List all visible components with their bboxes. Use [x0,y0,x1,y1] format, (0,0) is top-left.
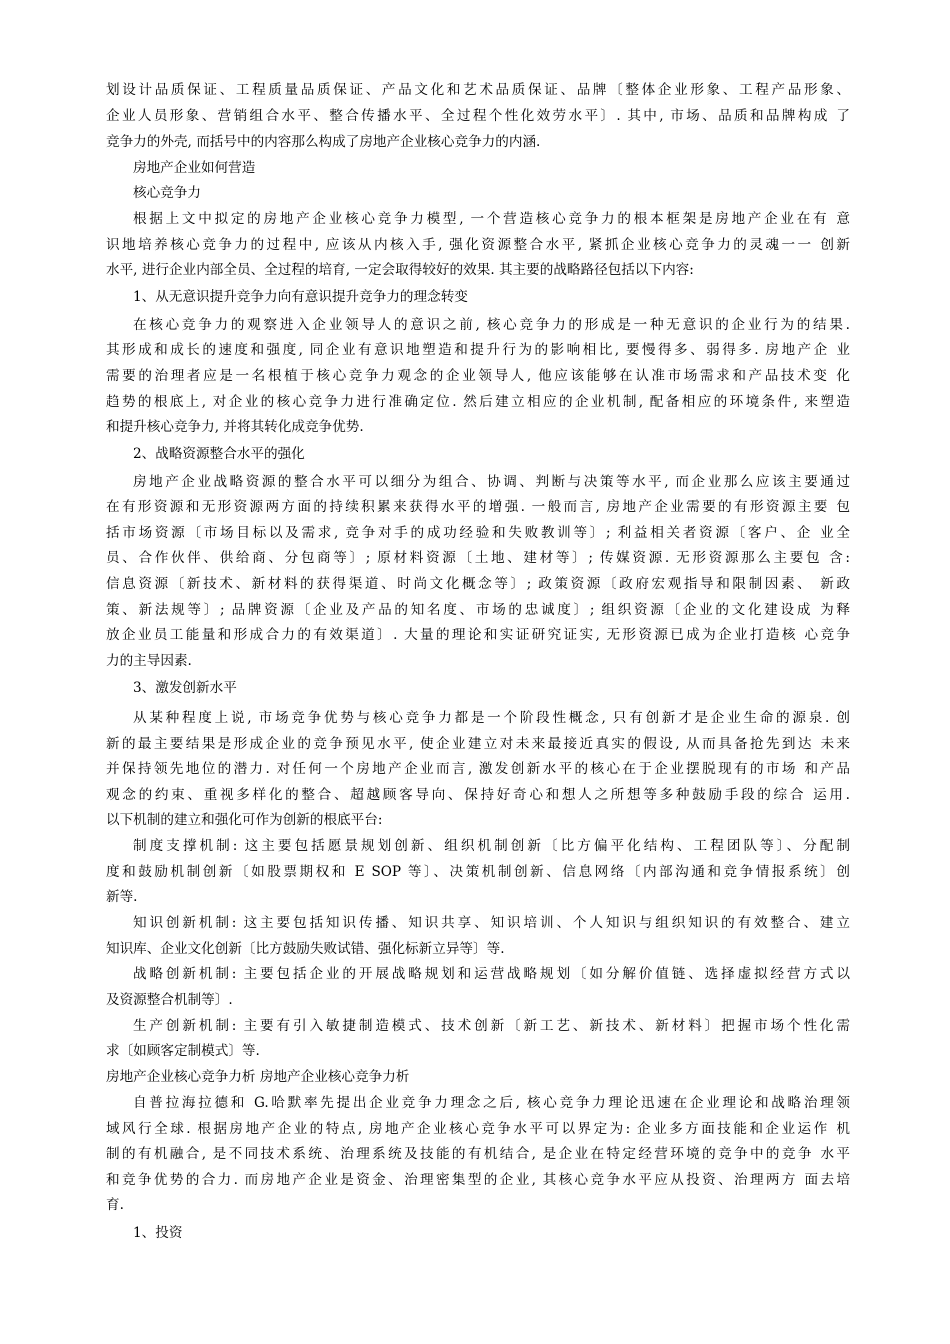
section-heading: 房地产企业如何营造 [133,160,256,176]
text-line: 制度支撑机制: 这主要包括愿景规划创新、组织机制创新〔比方偏平化结构、工程团队等〕、分配制 [133,838,850,854]
text-line: 识地培养核心竞争力的过程中, 应该从内核入手, 强化资源整合水平, 紧抓企业核心竞争力的灵魂一一 创新 [106,237,850,253]
text-line: 需要的治理者应是一名根植于核心竞争力观念的企业领导人, 他应该能够在认准市场需求和产品技术变 化 [106,368,850,384]
text-line: 企业人员形象、营销组合水平、整合传播水平、全过程个性化效劳水平〕. 其中, 市场、品质和品牌构成 了 [106,108,850,124]
text-line: 和提升核心竞争力, 并将其转化成竞争优势. [106,419,364,435]
text-line: 制的有机融合, 是不同技术系统、治理系统及技能的有机结合, 是企业在特定经营环境的竞争中的竞争 水平 [106,1146,850,1162]
text-line: 以下机制的建立和强化可作为创新的根底平台: [106,812,383,828]
text-line: 新的最主要结果是形成企业的竞争预见水平, 使企业建立对未来最接近真实的假设, 从而具备抢先到达 未来 [106,736,850,752]
text-line: 求〔如顾客定制模式〕等. [106,1043,260,1059]
text-line: 划设计品质保证、工程质量品质保证、产品文化和艺术品质保证、品牌〔整体企业形象、工程产品形象、 [106,82,850,98]
text-line: 策、新法规等〕; 品牌资源〔企业及产品的知名度、市场的忠诚度〕; 组织资源〔企业的文化建设成 为释 [106,602,850,618]
text-line: 域风行全球. 根据房地产企业的特点, 房地产企业核心竞争水平可以界定为: 企业多方面技能和企业运作 机 [106,1121,850,1137]
text-line: 趋势的根底上, 对企业的核心竞争力进行准确定位. 然后建立相应的企业机制, 配备相应的环境条件, 来塑造 [106,394,850,410]
text-line: 员、合作伙伴、供给商、分包商等〕; 原材料资源〔土地、建材等〕; 传媒资源. 无形资源那么主要包 含: [106,550,850,566]
section-heading: 1、投资 [133,1225,183,1241]
text-line: 并保持领先地位的潜力. 对任何一个房地产企业而言, 激发创新水平的核心在于企业摆脱现有的市场 和产品 [106,761,850,777]
text-line: 知识创新机制: 这主要包括知识传播、知识共享、知识培训、个人知识与组织知识的有效整合、建立 [133,915,850,931]
text-line: 括市场资源〔市场目标以及需求, 竞争对手的成功经验和失败教训等〕; 利益相关者资源〔客户、企 业全 [106,525,850,541]
section-heading: 2、战略资源整合水平的强化 [133,446,305,462]
text-line: 和竞争优势的合力. 而房地产企业是资金、治理密集型的企业, 其核心竞争水平应从投资、治理两方 面去培 [106,1172,850,1188]
text-line: 在核心竞争力的观察进入企业领导人的意识之前, 核心竞争力的形成是一种无意识的企业行为的结果. [133,317,850,333]
text-line: 其形成和成长的速度和强度, 同企业有意识地塑造和提升行为的影响相比, 要慢得多、弱得多. 房地产企 业 [106,342,850,358]
text-line: 力的主导因素. [106,653,192,669]
section-heading: 房地产企业核心竞争力析 房地产企业核心竞争力析 [106,1069,410,1085]
text-line: 新等. [106,889,138,905]
text-line: 育. [106,1197,124,1213]
text-line: 知识库、企业文化创新〔比方鼓励失败试错、强化标新立异等〕等. [106,941,505,957]
text-line: 自普拉海拉德和 G.哈默率先提出企业竞争力理念之后, 核心竞争力理论迅速在企业理论和战略治理领 [133,1095,850,1111]
text-line: 根据上文中拟定的房地产企业核心竞争力模型, 一个营造核心竞争力的根本框架是房地产企业在有 意 [133,211,850,227]
text-line: 房地产企业战略资源的整合水平可以细分为组合、协调、判断与决策等水平, 而企业那么应该主要通过 [133,474,850,490]
section-heading: 核心竞争力 [133,185,201,201]
section-heading: 3、激发创新水平 [133,680,237,696]
text-line: 度和鼓励机制创新〔如股票期权和 E SOP 等〕、决策机制创新、信息网络〔内部沟通和竞争情报系统〕创 [106,864,850,880]
text-line: 战略创新机制: 主要包括企业的开展战略规划和运营战略规划〔如分解价值链、选择虚拟经营方式以 [133,966,850,982]
text-line: 及资源整合机制等〕. [106,992,233,1008]
text-line: 竞争力的外壳, 而括号中的内容那么构成了房地产企业核心竞争力的内涵. [106,134,541,150]
text-line: 观念的约束、重视多样化的整合、超越顾客导向、保持好奇心和想人之所想等多种鼓励手段的综合 运用. [106,787,850,803]
text-line: 在有形资源和无形资源两方面的持续积累来获得水平的增强. 一般而言, 房地产企业需要的有形资源主要 包 [106,499,850,515]
text-line: 放企业员工能量和形成合力的有效渠道〕. 大量的理论和实证研究证实, 无形资源已成为企业打造核 心竞争 [106,627,850,643]
section-heading: 1、从无意识提升竞争力向有意识提升竞争力的理念转变 [133,289,468,305]
text-line: 从某种程度上说, 市场竞争优势与核心竞争力都是一个阶段性概念, 只有创新才是企业生命的源泉. 创 [133,710,850,726]
text-line: 生产创新机制: 主要有引入敏捷制造模式、技术创新〔新工艺、新技术、新材料〕把握市场个性化需 [133,1018,850,1034]
text-line: 水平, 进行企业内部全员、全过程的培育, 一定会取得较好的效果. 其主要的战略路径包括以下内容: [106,262,694,278]
text-line: 信息资源〔新技术、新材料的获得渠道、时尚文化概念等〕; 政策资源〔政府宏观指导和限制因素、 新政 [106,576,850,592]
